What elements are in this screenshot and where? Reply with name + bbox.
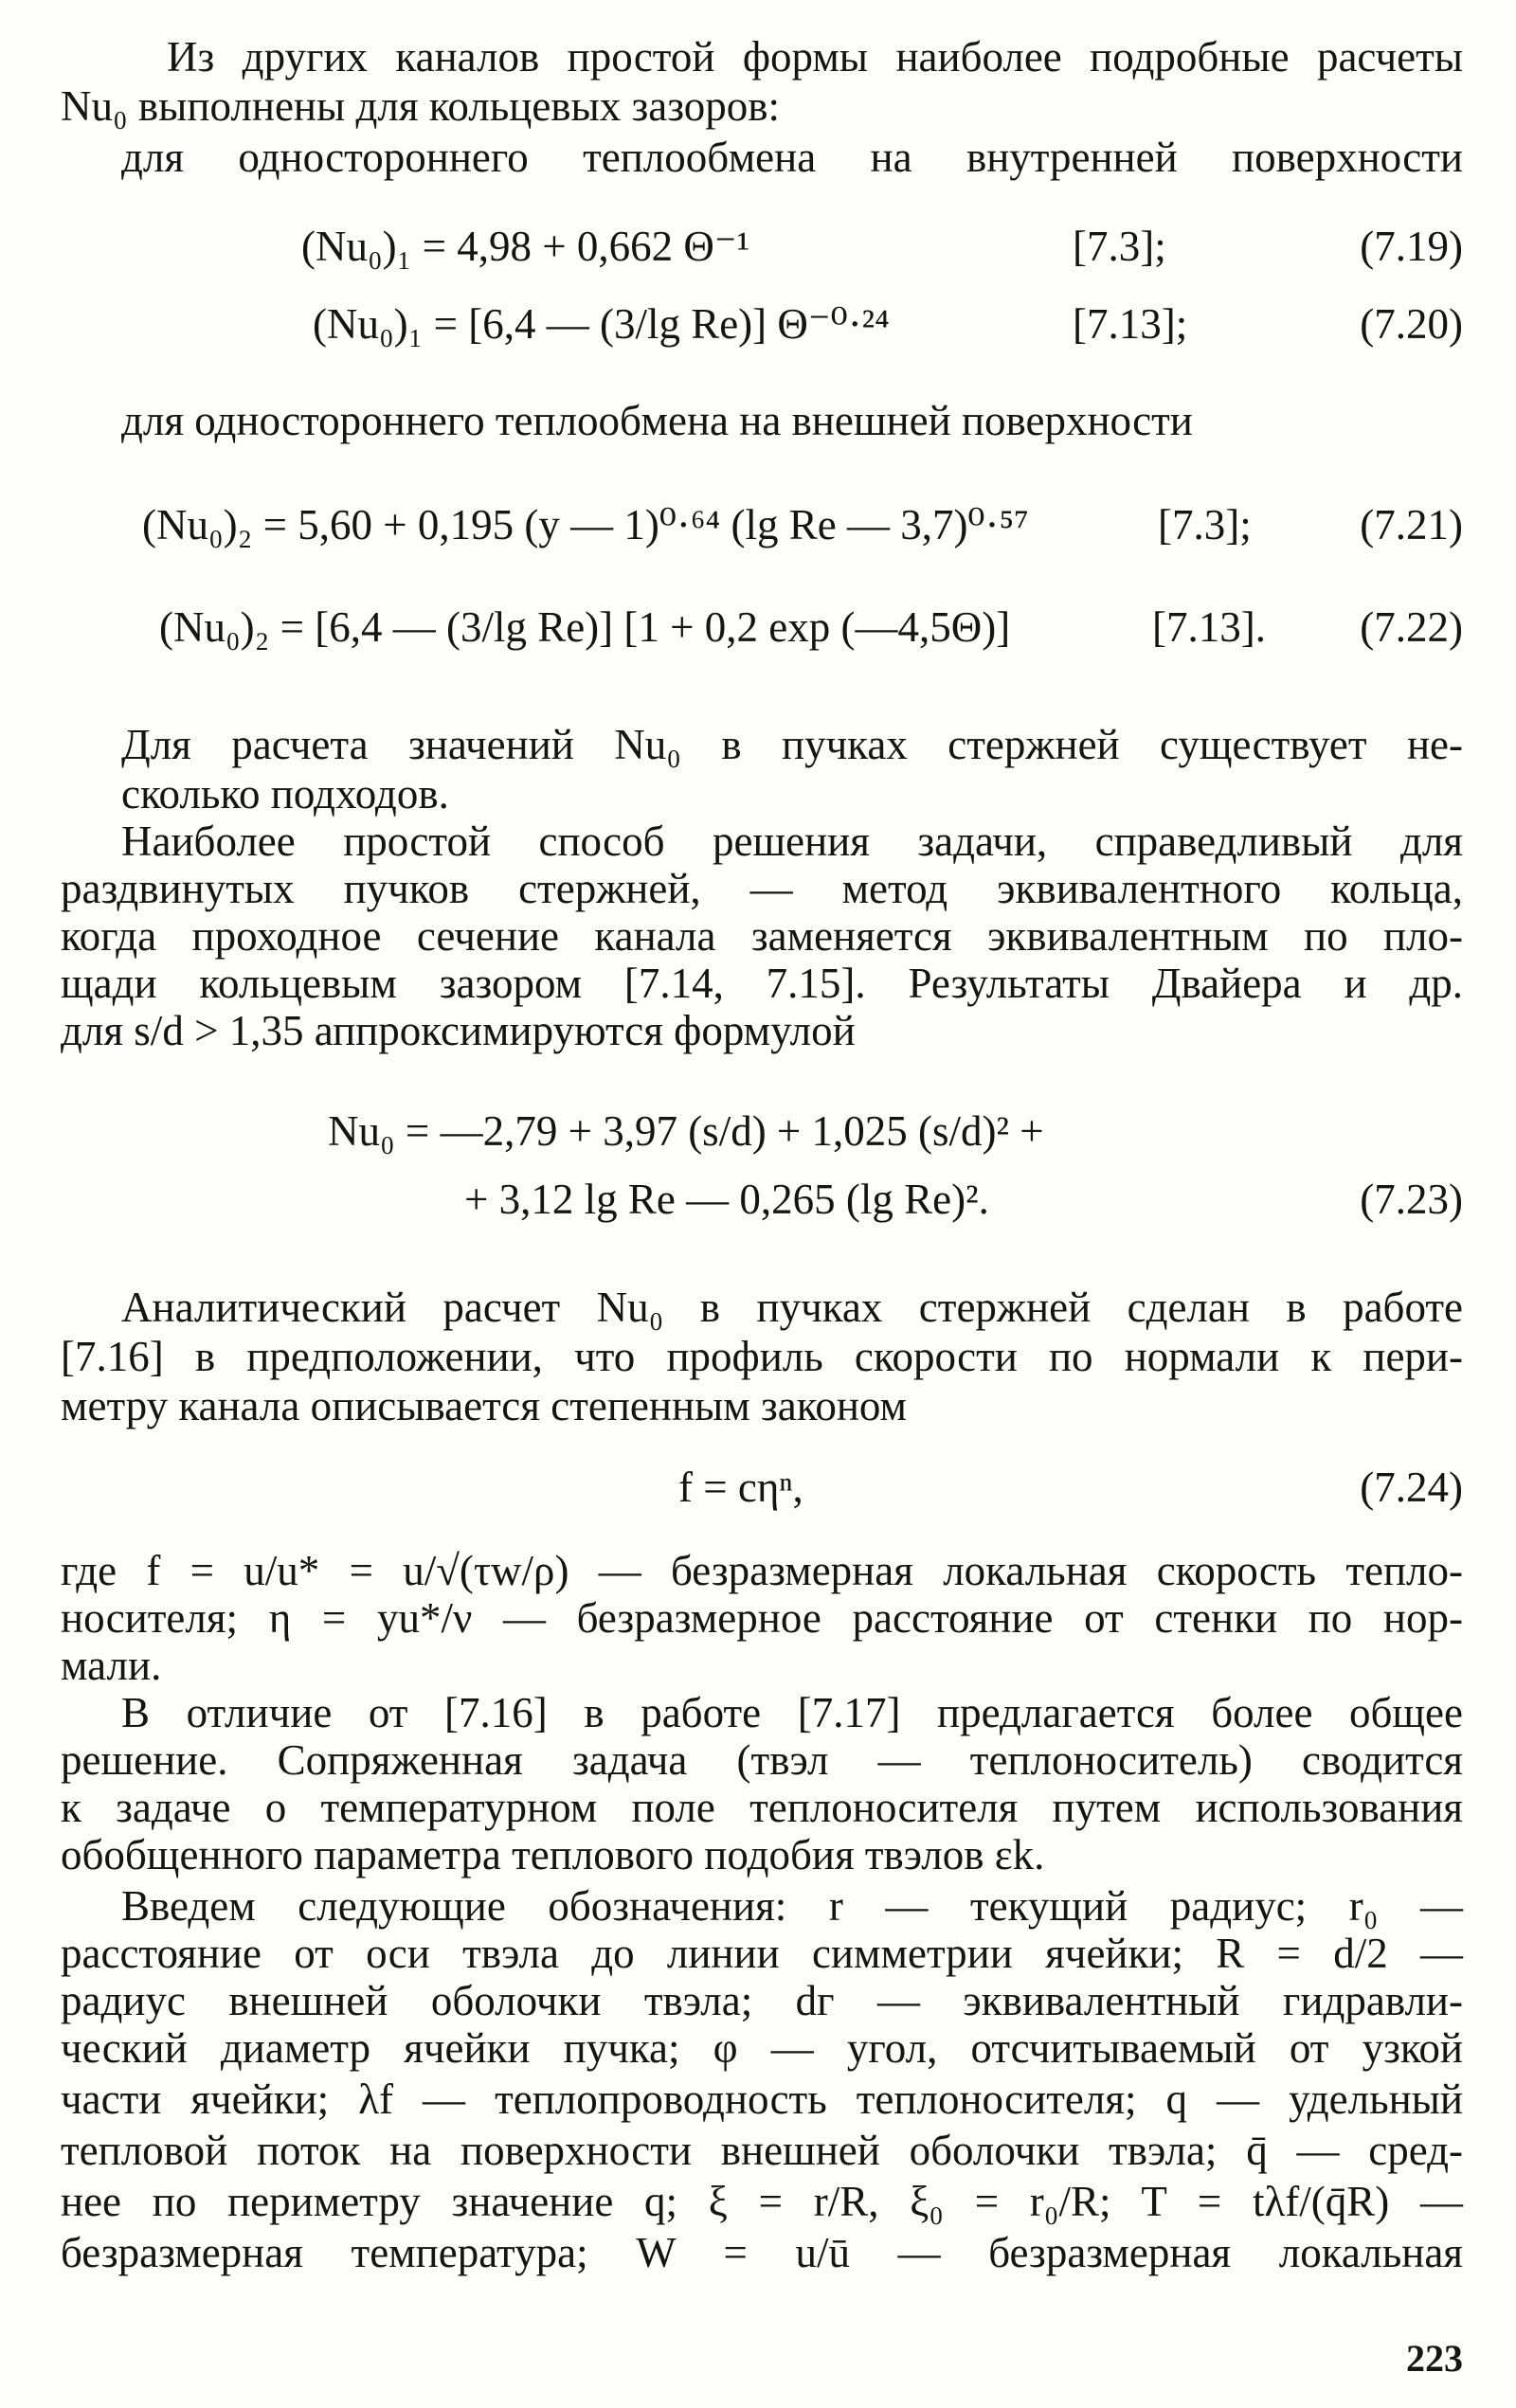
equation-ref: [7.13]; (1073, 300, 1188, 348)
text-line: мали. (61, 1642, 162, 1689)
text-line: Наиболее простой способ решения задачи, справедливый для (121, 818, 1463, 865)
equation-number: (7.19) (1360, 223, 1463, 270)
text-line: щади кольцевым зазором [7.14, 7.15]. Результаты Двайера и др. (61, 960, 1463, 1007)
text-line: сколько подходов. (121, 770, 449, 818)
text-line: Для расчета значений Nu₀ в пучках стержней существует не- (121, 721, 1463, 768)
text-line: части ячейки; λf — теплопроводность теплоносителя; q — удельный (61, 2076, 1463, 2123)
text-line: где f = u/u* = u/√(τw/ρ) — безразмерная локальная скорость тепло- (61, 1547, 1463, 1594)
equation-number: (7.22) (1360, 603, 1463, 651)
text-line: носителя; η = yu*/ν — безразмерное расстояние от стенки по нор- (61, 1594, 1463, 1642)
text-line: решение. Сопряженная задача (твэл — теплоноситель) сводится (61, 1736, 1463, 1784)
text-line: В отличие от [7.16] в работе [7.17] предлагается более общее (121, 1689, 1463, 1736)
text-line: метру канала описывается степенным законом (61, 1382, 908, 1429)
text-line: Аналитический расчет Nu₀ в пучках стержней сделан в работе (121, 1284, 1463, 1331)
equation-7-23-line-1: Nu₀ = —2,79 + 3,97 (s/d) + 1,025 (s/d)² + (328, 1107, 1044, 1155)
equation-7-24: f = cηⁿ, (678, 1464, 803, 1511)
equation-number: (7.20) (1360, 300, 1463, 348)
equation-7-20: (Nu₀)₁ = [6,4 — (3/lg Re)] Θ⁻⁰·²⁴ (313, 300, 890, 348)
text-line: для s/d > 1,35 аппроксимируются формулой (61, 1007, 856, 1054)
equation-7-19: (Nu₀)₁ = 4,98 + 0,662 Θ⁻¹ (301, 223, 750, 270)
text-line: безразмерная температура; W = u/ū — безразмерная локальная (61, 2229, 1463, 2276)
text-line: к задаче о температурном поле теплоносителя путем использования (61, 1784, 1463, 1831)
equation-7-23-line-2: + 3,12 lg Re — 0,265 (lg Re)². (464, 1176, 989, 1223)
equation-ref: [7.13]. (1152, 603, 1266, 651)
text-line: раздвинутых пучков стержней, — метод эквивалентного кольца, (61, 865, 1463, 912)
text-line: Введем следующие обозначения: r — текущий радиус; r₀ — (121, 1882, 1463, 1930)
equation-7-22: (Nu₀)₂ = [6,4 — (3/lg Re)] [1 + 0,2 exp (—4,5Θ)] (159, 603, 1011, 651)
text-line: [7.16] в предположении, что профиль скорости по нормали к пери- (61, 1333, 1463, 1380)
text-line: Из других каналов простой формы наиболее подробные расчеты (167, 33, 1463, 81)
text-line: радиус внешней оболочки твэла; dг — эквивалентный гидравли- (61, 1977, 1463, 2024)
text-line: Nu₀ выполнены для кольцевых зазоров: (61, 82, 781, 130)
text-line: для одностороннего теплообмена на внутренней поверхности (121, 134, 1463, 181)
equation-ref: [7.3]; (1073, 223, 1166, 270)
text-line: нее по периметру значение q; ξ = r/R, ξ₀ = r₀/R; T = tλf/(q̄R) — (61, 2178, 1463, 2225)
equation-number: (7.21) (1360, 501, 1463, 548)
equation-ref: [7.3]; (1158, 501, 1252, 548)
text-line: для одностороннего теплообмена на внешней поверхности (121, 397, 1193, 444)
page-number: 223 (1406, 2337, 1463, 2380)
text-line: тепловой поток на поверхности внешней оболочки твэла; q̄ — сред- (61, 2127, 1463, 2174)
equation-7-21: (Nu₀)₂ = 5,60 + 0,195 (y — 1)⁰·⁶⁴ (lg Re — 3,7)⁰·⁵⁷ (142, 501, 1029, 548)
text-line: когда проходное сечение канала заменяется эквивалентным по пло- (61, 912, 1463, 960)
equation-number: (7.24) (1360, 1464, 1463, 1511)
text-line: расстояние от оси твэла до линии симметрии ячейки; R = d/2 — (61, 1930, 1463, 1977)
text-line: ческий диаметр ячейки пучка; φ — угол, отсчитываемый от узкой (61, 2024, 1463, 2072)
text-line: обобщенного параметра теплового подобия твэлов εk. (61, 1831, 1045, 1878)
equation-number: (7.23) (1360, 1176, 1463, 1223)
